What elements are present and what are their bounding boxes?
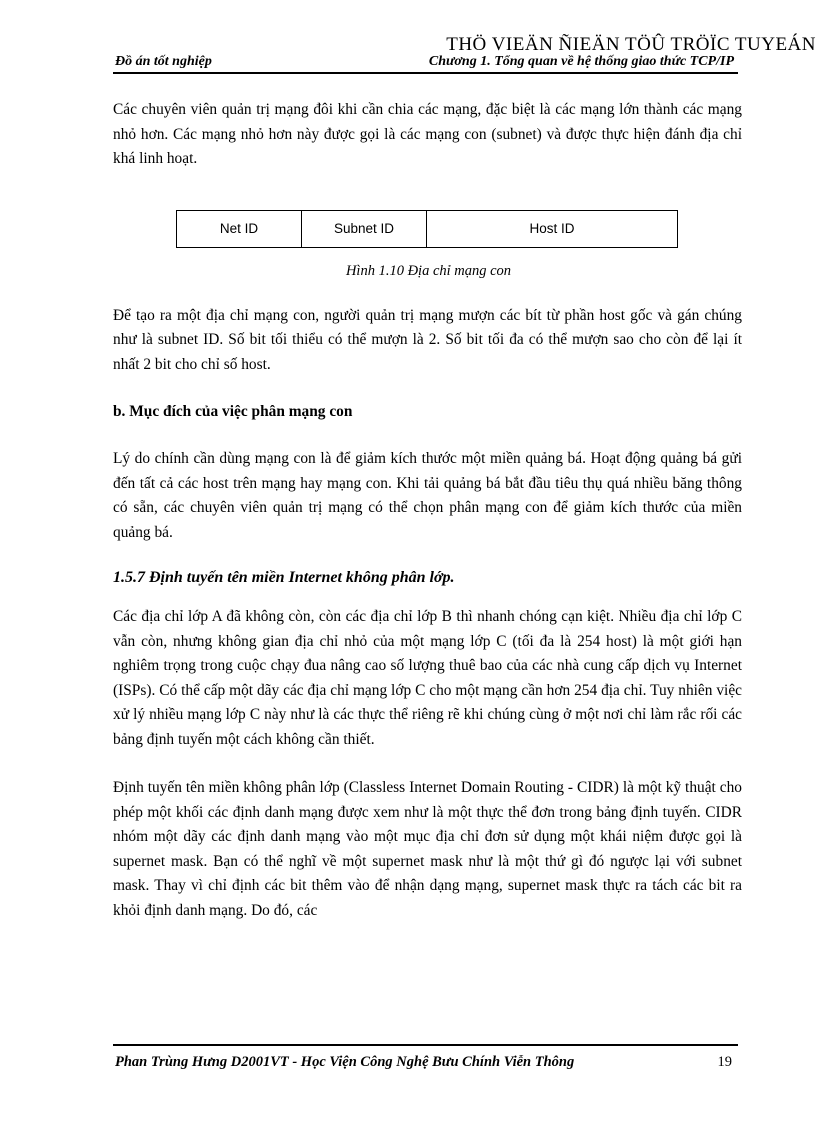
page-body — [113, 98, 742, 923]
figure-caption: Hình 1.10 Địa chỉ mạng con — [345, 262, 512, 279]
page-number: 19 — [717, 1054, 732, 1070]
paragraph-address-classes: Các địa chỉ lớp A đã không còn, còn các địa chỉ lớp B thì nhanh chóng cạn kiệt. Nhiều địa chỉ lớp C vẫn còn, nhưng không gian địa chỉ nhỏ của một mạng lớp C (tối đa là 254 host) là một giới hạn nghiêm trọng trong cuộc chạy đua nâng cao số lượng thuê bao của các nhà cung cấp dịch vụ Internet (ISPs). Có thể cấp một dãy các địa chỉ mạng lớp C cho một mạng cần hơn 254 địa chỉ. Tuy nhiên việc xử lý nhiều mạng lớp C này như là các thực thể riêng rẽ khi chúng cùng ở một nơi chỉ làm rắc rối các bảng định tuyến một cách không cần thiết. — [113, 608, 742, 748]
paragraph-subnet-creation: Để tạo ra một địa chỉ mạng con, người quản trị mạng mượn các bít từ phần host gốc và gán chúng như là subnet ID. Số bit tối thiểu có thể mượn là 2. Số bit tối đa có thể mượn sao cho còn để lại ít nhất 2 bit cho chỉ số host. — [113, 306, 742, 373]
section-heading-1-5-7: 1.5.7 Định tuyến tên miền Internet không phân lớp. — [113, 569, 455, 586]
header-right: Chương 1. Tổng quan về hệ thống giao thức TCP/IP — [428, 54, 734, 69]
section-heading-b: b. Mục đích của việc phân mạng con — [113, 403, 353, 420]
paragraph-subnet-purpose: Lý do chính cần dùng mạng con là để giảm kích thước một miền quảng bá. Hoạt động quảng bá gửi đến tất cả các host trên mạng hay mạng con. Khi tải quảng bá bắt đầu tiêu thụ quá nhiều băng thông có sẵn, các chuyên viên quản trị mạng có thể chọn phân mạng con để giảm kích thước của miền quảng bá. — [113, 450, 742, 541]
watermark-text: THÖ VIEÄN ÑIEÄN TÖÛ TRÖÏC TUYEÁN — [446, 34, 816, 55]
figure-cell-net-id: Net ID — [177, 211, 302, 247]
paragraph-subnet-intro: Các chuyên viên quản trị mạng đôi khi cần chia các mạng, đặc biệt là các mạng lớn thành các mạng nhỏ hơn. Các mạng nhỏ hơn này được gọi là các mạng con (subnet) và được thực hiện đánh địa chỉ khá linh hoạt. — [113, 101, 742, 167]
footer-author: Phan Trùng Hưng D2001VT - Học Viện Công Nghệ Bưu Chính Viễn Thông — [115, 1054, 575, 1070]
page-footer — [113, 1044, 738, 1070]
figure-cell-host-id: Host ID — [529, 221, 575, 236]
page-header — [113, 50, 738, 74]
header-left: Đồ án tốt nghiệp — [115, 54, 212, 69]
subnet-address-figure — [176, 210, 678, 248]
figure-cell-subnet-id: Subnet ID — [302, 211, 427, 247]
paragraph-cidr: Định tuyến tên miền không phân lớp (Classless Internet Domain Routing - CIDR) là một kỹ thuật cho phép một khối các định danh mạng được xem như là một thực thể đơn trong bảng định tuyến. CIDR nhóm một dãy các định danh mạng vào một mục địa chỉ đơn sử dụng một khái niệm được gọi là supernet mask. Bạn có thể nghĩ về một supernet mask như là một thứ gì đó ngược lại với subnet mask. Thay vì chỉ định các bit thêm vào để nhận dạng mạng, supernet mask thực ra tách các bit ra khỏi định danh mạng. Do đó, các — [113, 779, 742, 919]
